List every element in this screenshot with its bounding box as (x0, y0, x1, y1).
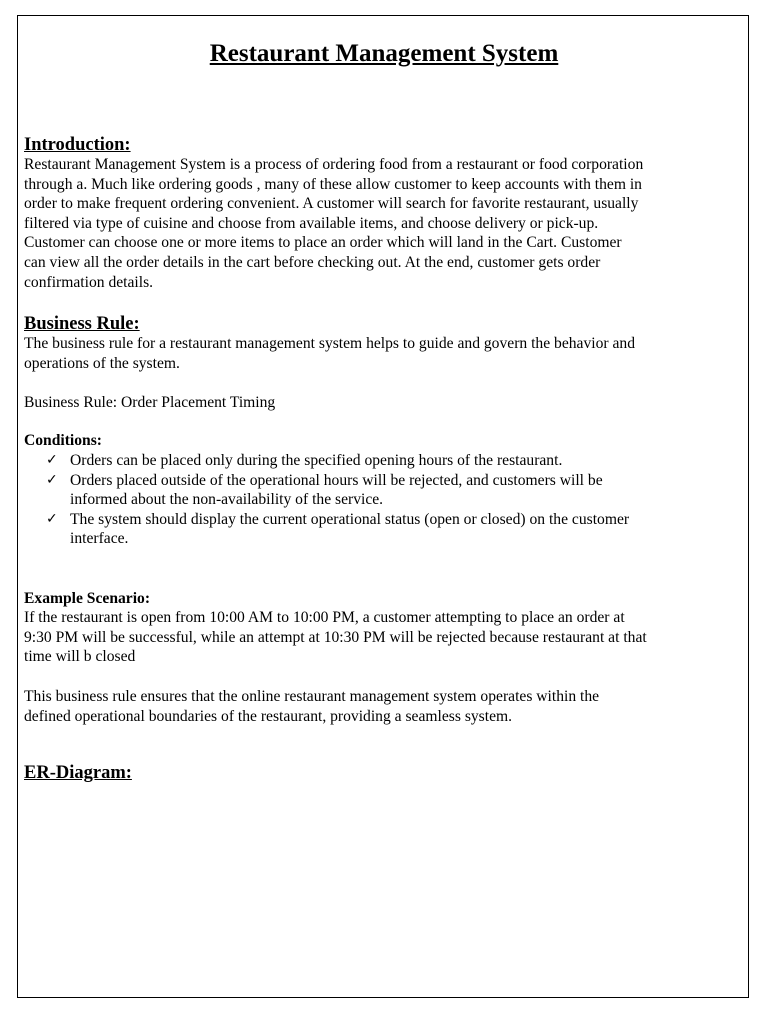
example-line: 9:30 PM will be successful, while an attempt at 10:30 PM will be rejected because restaurant at that (24, 628, 647, 646)
summary-line: This business rule ensures that the online restaurant management system operates within the (24, 688, 600, 705)
condition-line: Orders placed outside of the operational hours will be rejected, and customers will be (70, 471, 603, 489)
condition-item (24, 471, 746, 510)
condition-line: Orders can be placed only during the specified opening hours of the restaurant. (70, 452, 563, 469)
er-diagram-heading: ER-Diagram: (24, 763, 132, 783)
example-scenario-heading: Example Scenario: (24, 590, 151, 607)
example-line: time will b closed (24, 648, 136, 666)
introduction-paragraph (24, 155, 746, 292)
condition-line: informed about the non-availability of the service. (70, 491, 384, 509)
summary-paragraph (24, 687, 746, 726)
introduction-line: can view all the order details in the cart before checking out. At the end, customer gets order (24, 253, 601, 271)
business-rule-name: Business Rule: Order Placement Timing (24, 394, 276, 411)
business-rule-line: operations of the system. (24, 354, 180, 372)
conditions-heading: Conditions: (24, 432, 102, 449)
introduction-line: confirmation details. (24, 273, 154, 291)
checkmark-icon: ✓ (46, 452, 58, 468)
document-title: Restaurant Management System (209, 40, 559, 67)
introduction-heading: Introduction: (24, 135, 131, 155)
introduction-line: through a. Much like ordering goods , many of these allow customer to keep accounts with them in (24, 175, 642, 193)
condition-line: interface. (70, 530, 129, 548)
introduction-line: order to make frequent ordering convenient. A customer will search for favorite restaurant, usually (24, 195, 639, 213)
condition-item (24, 451, 746, 471)
introduction-line: filtered via type of cuisine and choose from available items, and choose delivery or pick-up. (24, 214, 599, 232)
summary-line: defined operational boundaries of the restaurant, providing a seamless system. (24, 707, 513, 725)
conditions-list (24, 451, 746, 549)
introduction-line: Customer can choose one or more items to place an order which will land in the Cart. Customer (24, 234, 622, 252)
example-line: If the restaurant is open from 10:00 AM to 10:00 PM, a customer attempting to place an order at (24, 609, 625, 626)
condition-line: The system should display the current operational status (open or closed) on the customer (70, 510, 630, 528)
introduction-line: Restaurant Management System is a process of ordering food from a restaurant or food corporation (24, 156, 644, 173)
business-rule-paragraph (24, 334, 746, 373)
business-rule-line: The business rule for a restaurant management system helps to guide and govern the behavior and (24, 335, 636, 352)
checkmark-icon: ✓ (46, 510, 58, 527)
example-scenario-paragraph (24, 608, 746, 667)
condition-item (24, 510, 746, 549)
checkmark-icon: ✓ (46, 471, 58, 488)
business-rule-heading: Business Rule: (24, 314, 140, 334)
